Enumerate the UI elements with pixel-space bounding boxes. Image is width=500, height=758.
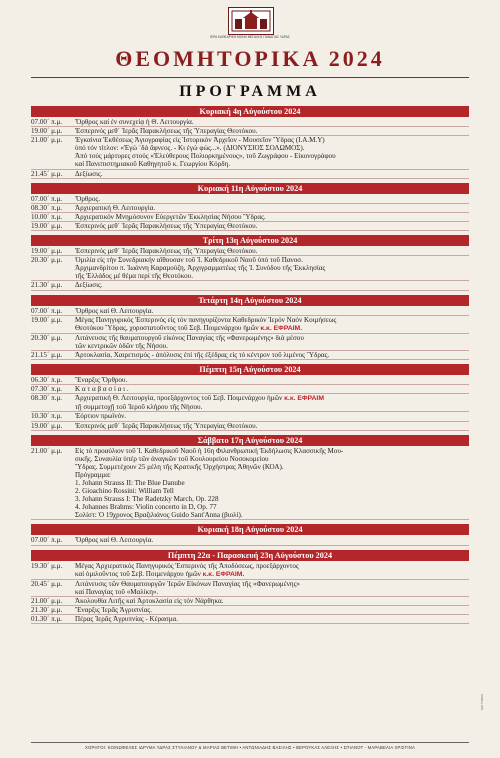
event-time: 21.45΄ μ.μ. <box>31 169 63 178</box>
event-text: Δεξίωσις. <box>75 169 103 178</box>
event-text: Ὁμιλία εἰς τήν Συνεδριακήν αἴθουσαν τοῦ Ἰ. Καθεδρικοῦ Ναοῦ ὑπό τοῦ Πανοσ. Ἀρχιμανδρίτου π. Ἰωάννη Καραμούζη, Ἀρχιγραμματέως τῆς Ἰ. Συνόδου τῆς Ἐκκλησίας τῆς Ἑλλάδος μέ θέμα περί τῆς Θεοτόκου. <box>75 256 326 281</box>
event-description <box>75 385 469 393</box>
event-text: Ὄρθρος καί Θ. Λειτουργία. <box>75 536 154 545</box>
event-description <box>75 394 469 411</box>
event-text: Ἐγκαίνια Ἐκθέσεως Ἁγιογραφίας εἰς Ἱστορικόν Ἀρχεῖον - Μουσεῖον Ὕδρας (Ι.Α.Μ.Υ) ὑπό τόν τίτλον: «Ἐγώ ᾽δά ἄφνεος. - Κι ἐγώ φώς...». (ΔΙΟΝΥΣΙΟΣ ΣΟΛΩΜΟΣ). Ἀπό τούς μάρτυρες στούς «Ἐλεύθερους Πολιορκημένους», τοῦ Ζωγράφου - Εἰκονογράφου καί Πανεπιστημιακοῦ Καθηγητοῦ κ. Γεωργίου Κόρδη. <box>75 136 336 169</box>
logo-caption: ΙΕΡΑ ΚΑΘΕΔΡΙΚΗ ΜΟΝΗ ΜΕΓΑΛΗΣ ΠΑΝΑΓΙΑΣ ΥΔΡΑΣ <box>210 35 290 39</box>
event-time: 21.00΄ μ.μ. <box>31 596 63 605</box>
event-time: 19.00΄ μ.μ. <box>31 247 63 256</box>
event-row <box>31 170 469 179</box>
event-text: Ὄρθρος. <box>75 194 100 203</box>
event-row <box>31 334 469 351</box>
event-time: 21.00΄ μ.μ. <box>31 136 63 145</box>
event-time: 20.30΄ μ.μ. <box>31 333 63 342</box>
event-row <box>31 204 469 213</box>
day-heading: Τετάρτη 14η Αὐγούστου 2024 <box>31 295 469 306</box>
event-description <box>75 597 469 605</box>
event-time: 19.00΄ μ.μ. <box>31 221 63 230</box>
event-text: Ὄρθρος καί ἐν συνεχείᾳ ἡ Θ. Λειτουργία. <box>75 118 194 126</box>
day-section <box>31 235 469 290</box>
event-time: 21.00΄ μ.μ. <box>31 446 63 455</box>
event-text: Ἔναρξις Ὄρθρου. <box>75 376 128 385</box>
day-heading: Τρίτη 13η Αὐγούστου 2024 <box>31 235 469 246</box>
day-heading: Σάββατο 17η Αὐγούστου 2024 <box>31 435 469 446</box>
event-text: Ἀρχιερατικόν Μνημόσυνον Εὐεργετῶν Ἐκκλησίας Νήσου Ὕδρας. <box>75 212 266 221</box>
event-time: 20.45΄ μ.μ. <box>31 579 63 588</box>
event-text: Λιτάνευσις τῶν Θαυματουργῶν Ἱερῶν Εἰκόνων Παναγίας τῆς «Φανερωμένης» καί Παναγίας τοῦ «Μαλίκη». <box>75 579 300 596</box>
event-description <box>75 606 469 614</box>
event-description <box>75 256 469 280</box>
sponsors-footer: ΧΟΡΗΓΟΙ: ΚΟΙΝΩΦΕΛΕΣ ΙΔΡΥΜΑ ΥΔΡΑΣ ΣΤΥΛΙΑΝΟΥ & ΜΑΡΙΑΣ ΒΕΤΙΜΗ • ΑΝΤΩΝΙΑΔΗΣ ΒΑΣΙΛΗΣ • ΒΕΡΟΥΚΑΣ ΑΛΕΞΗΣ • ΣΠΙΑΝΟΤ - ΜΑΡΑΒΕΛΙΑ ΧΡΙΣΤΙΝΑ <box>31 742 469 750</box>
event-time: 01.30΄ π.μ. <box>31 615 63 624</box>
event-row <box>31 447 469 521</box>
event-time: 21.15΄ μ.μ. <box>31 350 63 359</box>
event-description <box>75 195 469 203</box>
event-text: Ἀρχιερατική Θ. Λειτουργία, προεξάρχοντος τοῦ Σεβ. Ποιμενάρχου ἡμῶν <box>75 394 285 403</box>
event-time: 07.00΄ π.μ. <box>31 306 63 315</box>
event-text: Ἀρχιερατική Θ. Λειτουργία. <box>75 203 156 212</box>
event-time: 20.30΄ μ.μ. <box>31 256 63 265</box>
event-row <box>31 536 469 545</box>
event-time: 10.30΄ π.μ. <box>31 412 63 421</box>
day-section <box>31 183 469 231</box>
event-time: 10.00΄ π.μ. <box>31 212 63 221</box>
event-time: 07.00΄ π.μ. <box>31 536 63 545</box>
event-row <box>31 597 469 606</box>
page-subtitle: ΠΡΟΓΡΑΜΜΑ <box>179 83 321 100</box>
church-emblem-icon <box>231 10 271 32</box>
event-description <box>75 422 469 430</box>
bishop-name: κ.κ. ΕΦΡΑΙΜ. <box>260 324 303 332</box>
bishop-name: κ.κ. ΕΦΡΑΙΜ <box>284 395 324 403</box>
event-description <box>75 351 469 359</box>
day-section <box>31 364 469 431</box>
day-section <box>31 550 469 625</box>
event-description <box>75 334 469 350</box>
title-divider <box>31 77 469 78</box>
day-section <box>31 106 469 179</box>
schedule <box>31 106 469 628</box>
day-section <box>31 295 469 361</box>
event-row <box>31 213 469 222</box>
event-row <box>31 281 469 290</box>
day-heading: Πέμπτη 15η Αὐγούστου 2024 <box>31 364 469 375</box>
event-description <box>75 204 469 212</box>
day-heading: Κυριακή 4η Αὐγούστου 2024 <box>31 106 469 117</box>
event-row <box>31 376 469 385</box>
event-text: Εἰς τό προαύλιον τοῦ Ἰ. Καθεδρικοῦ Ναοῦ ἡ 16η Φιλανθρωπική Ἐκδήλωσις Κλασσικῆς Μου- σικῆς. Συναυλία ὑπέρ τῶν ἀναγκῶν τοῦ Κουλουρείου Νοσοκομείου Ὕδρας. Συμμετέχουν 25 μέλη τῆς Κρατικῆς Ὀρχήστρας Ἀθηνῶν (ΚΟΑ). Πρόγραμμα: 1. Johann Strauss II: The Blue Danube 2. Gioachino Rossini: William Tell 3. Johann Strauss I: The Radetzky March, Op. 228 4. Johannes Brahms: Violin concerto in D, Op. 77 Σολίστ: Ὁ 19χρονος Βραζιλιάνος Guido Sant'Anna (βιολί). <box>75 446 344 520</box>
event-time: 19.00΄ μ.μ. <box>31 315 63 324</box>
event-row <box>31 394 469 412</box>
event-description <box>75 118 469 126</box>
day-heading: Κυριακή 11η Αὐγούστου 2024 <box>31 183 469 194</box>
event-text: Ἑσπερινός μεθ᾿ Ἱερᾶς Παρακλήσεως τῆς Ὑπεραγίας Θεοτόκου. <box>75 221 258 230</box>
event-description <box>75 213 469 221</box>
event-row <box>31 422 469 431</box>
event-description <box>75 316 469 333</box>
monastery-logo <box>228 7 274 35</box>
event-text: Μέγας Πανηγυρικός Ἑσπερινός εἰς τόν πανηγυρίζοντα Καθεδρικόν Ἱερόν Ναόν Κοιμήσεως Θεοτόκου Ὕδρας, χοροστατοῦντος τοῦ Σεβ. Ποιμενάρχου ἡμῶν <box>75 315 337 332</box>
printer-credit: ΕΚΤΥΠΩΣΗ <box>480 693 484 710</box>
event-text: Ἑσπερινός μεθ᾿ Ἱερᾶς Παρακλήσεως τῆς Ὑπεραγίας Θεοτόκου. <box>75 247 258 256</box>
event-row <box>31 118 469 127</box>
event-row <box>31 562 469 580</box>
day-heading: Πέμπτη 22α - Παρασκευή 23η Αὐγούστου 2024 <box>31 550 469 561</box>
event-description <box>75 307 469 315</box>
event-row <box>31 307 469 316</box>
event-time: 07.00΄ π.μ. <box>31 118 63 126</box>
event-text: Κ α τ α β α σ ί α ι . <box>75 385 129 394</box>
event-row <box>31 615 469 624</box>
event-time: 07.30΄ π.μ. <box>31 385 63 394</box>
event-description <box>75 170 469 178</box>
event-text: Ἀκολουθία Λιτῆς καί Ἀρτοκλασία εἰς τόν Νάρθηκα. <box>75 596 224 605</box>
event-description <box>75 412 469 420</box>
event-row <box>31 351 469 360</box>
event-time: 08.30΄ π.μ. <box>31 203 63 212</box>
event-description <box>75 247 469 255</box>
event-row <box>31 606 469 615</box>
event-time: 08.30΄ π.μ. <box>31 394 63 403</box>
event-description <box>75 222 469 230</box>
day-section <box>31 524 469 545</box>
event-row <box>31 316 469 334</box>
event-text: Ἐόρτιον πρωϊνόν. <box>75 412 127 421</box>
event-row <box>31 412 469 421</box>
day-section <box>31 435 469 521</box>
page-title: ΘΕΟΜΗΤΟΡΙΚΑ 2024 <box>115 46 385 71</box>
event-text: Δεξίωσις. <box>75 281 103 290</box>
event-description <box>75 127 469 135</box>
event-text: Μέγας Ἀρχιερατικός Πανηγυρικός Ἑσπερινός τῆς Ἀποδόσεως, προεξάρχοντος καί ὁμιλοῦντος τοῦ Σεβ. Ποιμενάρχου ἡμῶν <box>75 561 299 578</box>
event-time: 21.30΄ μ.μ. <box>31 281 63 290</box>
event-row <box>31 195 469 204</box>
event-description <box>75 562 469 579</box>
event-time: 19.30΄ μ.μ. <box>31 561 63 570</box>
day-heading: Κυριακή 18η Αὐγούστου 2024 <box>31 524 469 535</box>
event-description <box>75 536 469 544</box>
event-text-continued: τῇ συμμετοχῇ τοῦ Ἱεροῦ κλήρου τῆς Νήσου. <box>75 403 203 412</box>
event-time: 19.00΄ μ.μ. <box>31 127 63 136</box>
bishop-name: κ.κ. ΕΦΡΑΙΜ. <box>202 570 245 578</box>
event-text: Πέρας Ἱερᾶς Ἀγρυπνίας - Κέρασμα. <box>75 615 179 624</box>
event-text: Ἀρτοκλασία, Χαιρετισμός - ἀπόλυσις ἐπί τῆς ἐξέδρας εἰς τό κέντρον τοῦ λιμένος Ὕδρας. <box>75 350 330 359</box>
event-row <box>31 385 469 394</box>
event-row <box>31 580 469 597</box>
event-time: 19.00΄ μ.μ. <box>31 421 63 430</box>
event-text: Ἔναρξις Ἱερᾶς Ἀγρυπνίας. <box>75 606 152 615</box>
event-description <box>75 376 469 384</box>
event-row <box>31 136 469 169</box>
event-time: 06.30΄ π.μ. <box>31 376 63 385</box>
event-text: Λιτάνευσις τῆς θαυματουργοῦ εἰκόνος Παναγίας τῆς «Φανερωμένης» διά μέσου τῶν κεντρικῶν ὁδῶν τῆς Νήσου. <box>75 333 304 350</box>
event-text: Ὄρθρος καί Θ. Λειτουργία. <box>75 306 154 315</box>
event-description <box>75 136 469 168</box>
event-text: Ἑσπερινός μεθ᾿ Ἱερᾶς Παρακλήσεως τῆς Ὑπεραγίας Θεοτόκου. <box>75 127 258 136</box>
event-description <box>75 447 469 520</box>
event-text: Ἑσπερινός μεθ᾿ Ἱερᾶς Παρακλήσεως τῆς Ὑπεραγίας Θεοτόκου. <box>75 421 258 430</box>
event-time: 07.00΄ π.μ. <box>31 194 63 203</box>
event-description <box>75 281 469 289</box>
event-row <box>31 127 469 136</box>
event-row <box>31 247 469 256</box>
event-description <box>75 615 469 623</box>
event-time: 21.30΄ μ.μ. <box>31 606 63 615</box>
event-description <box>75 580 469 596</box>
event-row <box>31 256 469 281</box>
event-row <box>31 222 469 231</box>
